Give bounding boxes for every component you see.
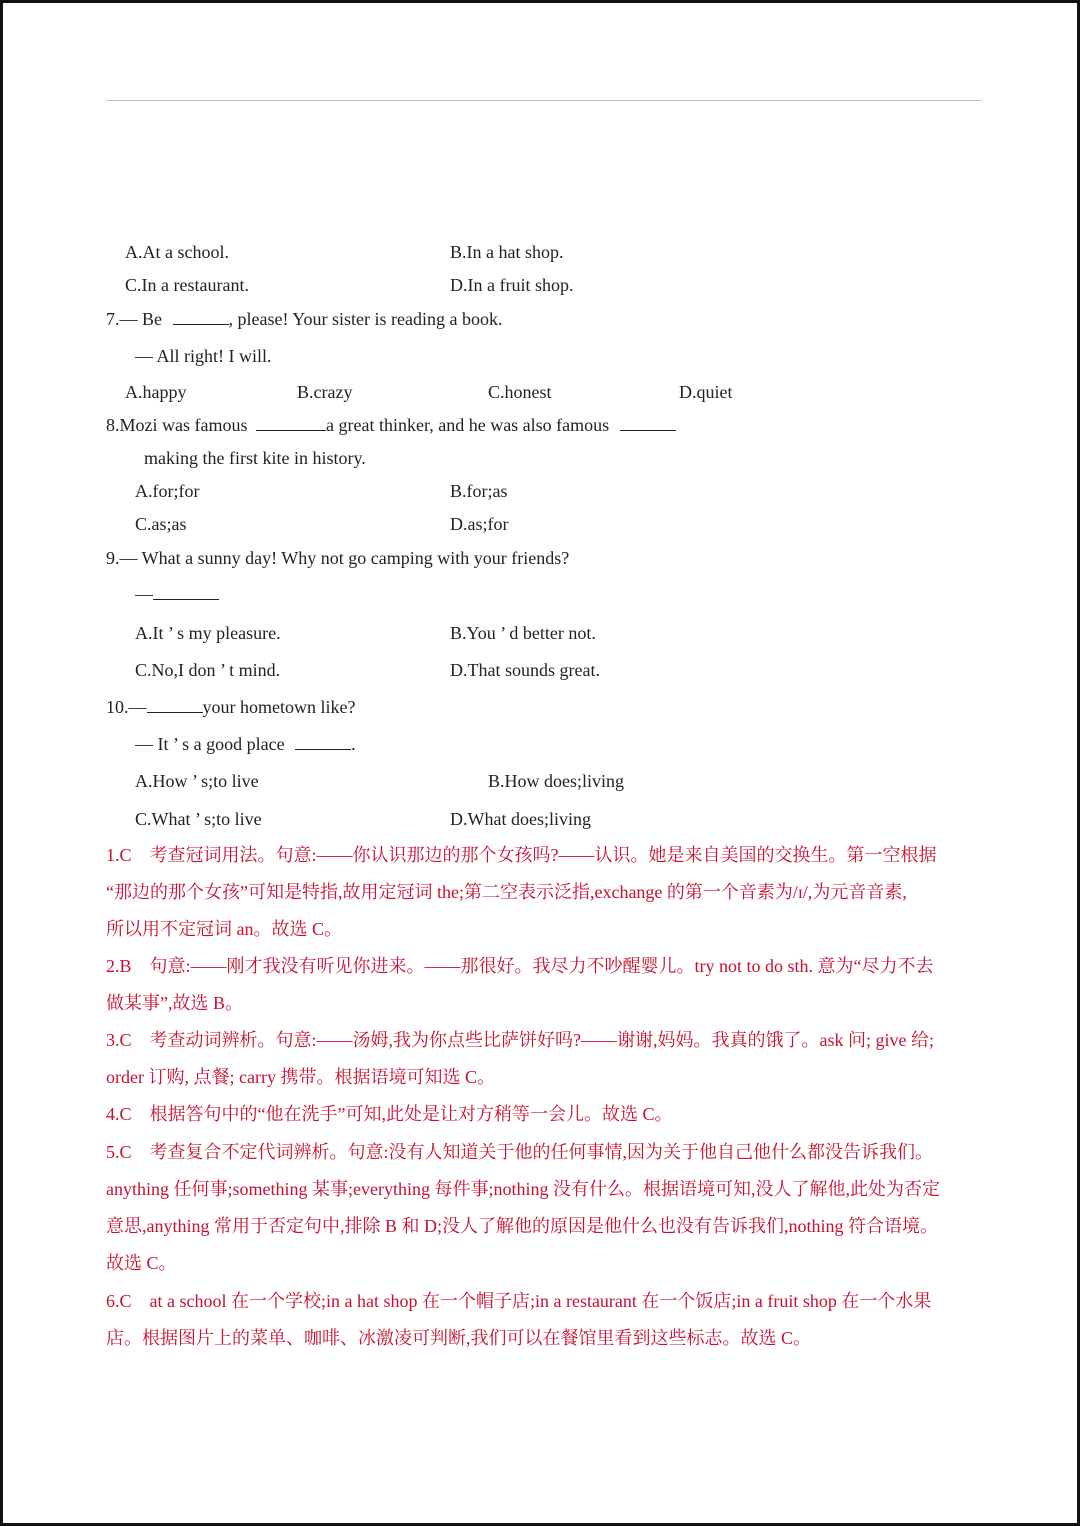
answer-blank	[256, 414, 326, 431]
q10-reply-post: .	[351, 734, 356, 754]
answer-line: 故选 C。	[106, 1253, 177, 1273]
answer-blank	[620, 414, 676, 431]
answer-line: 5.C 考查复合不定代词辨析。句意:没有人知道关于他的任何事情,因为关于他自己他什么都没告诉我们。	[106, 1142, 934, 1162]
answer-line: 所以用不定冠词 an。故选 C。	[106, 919, 342, 939]
q9-stem: 9.— What a sunny day! Why not go camping with your friends?	[106, 548, 570, 568]
q10-stem-pre: 10.—	[106, 697, 147, 717]
answer-line: anything 任何事;something 某事;everything 每件事;nothing 没有什么。根据语境可知,没人了解他,此处为否定	[106, 1179, 940, 1199]
q9-reply-dash: —	[135, 584, 153, 604]
q7-stem-post: , please! Your sister is reading a book.	[228, 309, 503, 329]
q9-option-b: B.You ’ d better not.	[450, 623, 596, 643]
q10-option-d: D.What does;living	[450, 809, 591, 829]
q6-option-c: C.In a restaurant.	[125, 275, 249, 295]
q7-option-a: A.happy	[125, 382, 187, 402]
q6-option-b: B.In a hat shop.	[450, 242, 564, 262]
q10-option-a: A.How ’ s;to live	[135, 771, 259, 791]
answer-line: “那边的那个女孩”可知是特指,故用定冠词 the;第二空表示泛指,exchange 的第一个音素为/ɪ/,为元音音素,	[106, 882, 907, 902]
q6-option-d: D.In a fruit shop.	[450, 275, 574, 295]
q9-reply	[135, 583, 219, 605]
answer-line: 做某事”,故选 B。	[106, 993, 243, 1013]
q10-stem	[106, 696, 355, 718]
q7-option-c: C.honest	[488, 382, 552, 402]
answer-line: 1.C 考查冠词用法。句意:——你认识那边的那个女孩吗?——认识。她是来自美国的交换生。第一空根据	[106, 845, 937, 865]
q9-option-d: D.That sounds great.	[450, 660, 600, 680]
q7-stem-pre: — Be	[119, 309, 162, 329]
answer-blank	[173, 308, 229, 325]
q9-option-a: A.It ’ s my pleasure.	[135, 623, 281, 643]
q7-reply: — All right! I will.	[135, 346, 272, 366]
q8-option-b: B.for;as	[450, 481, 508, 501]
q9-option-c: C.No,I don ’ t mind.	[135, 660, 281, 680]
q7-number: 7.	[106, 309, 120, 329]
answer-line: 2.B 句意:——刚才我没有听见你进来。——那很好。我尽力不吵醒婴儿。try not to do sth. 意为“尽力不去	[106, 956, 934, 976]
answer-line: 店。根据图片上的菜单、咖啡、冰激凌可判断,我们可以在餐馆里看到这些标志。故选 C。	[106, 1328, 812, 1348]
q7-option-b: B.crazy	[297, 382, 353, 402]
header-rule	[106, 100, 982, 101]
q10-stem-post: your hometown like?	[202, 697, 356, 717]
q10-option-c: C.What ’ s;to live	[135, 809, 262, 829]
answer-line: 意思,anything 常用于否定句中,排除 B 和 D;没人了解他的原因是他什么也没有告诉我们,nothing 符合语境。	[106, 1216, 938, 1236]
q8-option-a: A.for;for	[135, 481, 200, 501]
answer-line: 6.C at a school 在一个学校;in a hat shop 在一个帽子店;in a restaurant 在一个饭店;in a fruit shop 在一个水果	[106, 1291, 932, 1311]
q10-reply-pre: — It ’ s a good place	[135, 734, 285, 754]
q8-stem	[106, 414, 676, 436]
answer-line: 3.C 考查动词辨析。句意:——汤姆,我为你点些比萨饼好吗?——谢谢,妈妈。我真的饿了。ask 问; give 给;	[106, 1030, 934, 1050]
q8-stem-continued: making the first kite in history.	[144, 448, 366, 468]
answer-blank	[147, 696, 203, 713]
q8-stem-pre: 8.Mozi was famous	[106, 415, 248, 435]
answer-blank	[153, 583, 219, 600]
q8-option-d: D.as;for	[450, 514, 509, 534]
answer-blank	[295, 733, 351, 750]
answer-line: 4.C 根据答句中的“他在洗手”可知,此处是让对方稍等一会儿。故选 C。	[106, 1104, 673, 1124]
q10-option-b: B.How does;living	[488, 771, 625, 791]
q7-stem	[106, 308, 502, 330]
q8-option-c: C.as;as	[135, 514, 187, 534]
q6-option-a: A.At a school.	[125, 242, 229, 262]
q10-reply	[135, 733, 356, 755]
q8-stem-mid: a great thinker, and he was also famous	[325, 415, 610, 435]
answer-line: order 订购, 点餐; carry 携带。根据语境可知选 C。	[106, 1067, 495, 1087]
q7-option-d: D.quiet	[679, 382, 733, 402]
